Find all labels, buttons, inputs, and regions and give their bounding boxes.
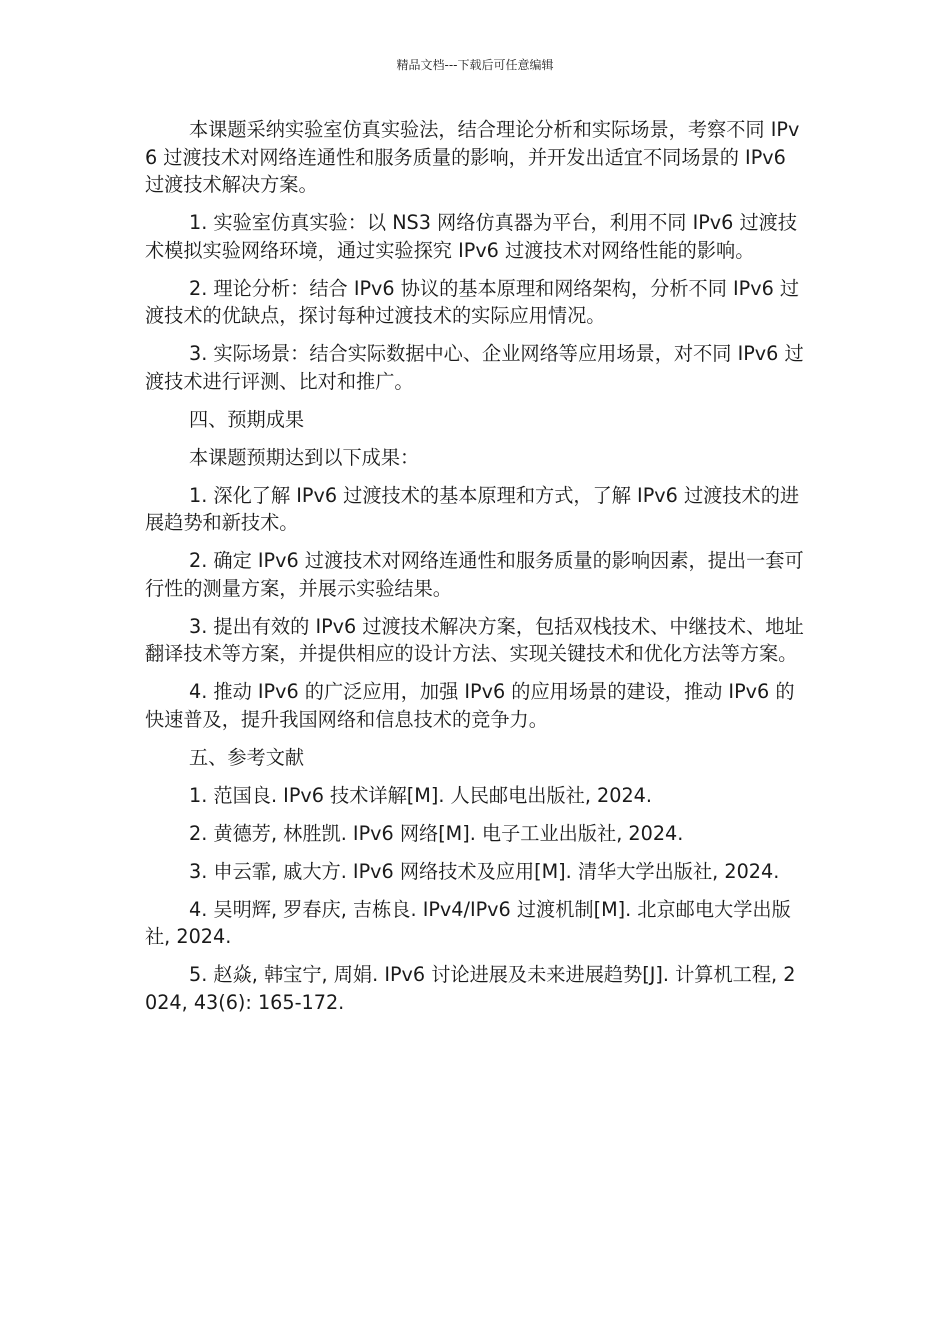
paragraph-results-intro: 本课题预期达到以下成果： bbox=[189, 445, 420, 469]
section-heading-references: 五、参考文献 bbox=[189, 745, 305, 769]
paragraph-method-3: 3. 实际场景：结合实际数据中心、企业网络等应用场景，对不同 IPv6 过渡技术进行评测、比对和推广。 bbox=[145, 342, 804, 393]
paragraph-method-intro: 本课题采纳实验室仿真实验法，结合理论分析和实际场景，考察不同 IPv6 过渡技术对网络连通性和服务质量的影响，并开发出适宜不同场景的 IPv6 过渡技术解决方案。 bbox=[145, 118, 800, 196]
document-body bbox=[145, 116, 805, 1027]
reference-2: 2. 黄德芳, 林胜凯. IPv6 网络[M]. 电子工业出版社, 2024. bbox=[189, 821, 684, 845]
reference-4: 4. 吴明辉, 罗春庆, 吉栋良. IPv4/IPv6 过渡机制[M]. 北京邮电大学出版社, 2024. bbox=[145, 897, 791, 948]
reference-1: 1. 范国良. IPv6 技术详解[M]. 人民邮电出版社, 2024. bbox=[189, 783, 652, 807]
paragraph-result-3: 3. 提出有效的 IPv6 过渡技术解决方案，包括双栈技术、中继技术、地址翻译技术等方案，并提供相应的设计方法、实现关键技术和优化方法等方案。 bbox=[145, 614, 804, 665]
paragraph-method-1: 1. 实验室仿真实验：以 NS3 网络仿真器为平台，利用不同 IPv6 过渡技术模拟实验网络环境，通过实验探究 IPv6 过渡技术对网络性能的影响。 bbox=[145, 211, 798, 262]
page-header: 精品文档---下载后可任意编辑 bbox=[396, 58, 554, 72]
paragraph-result-2: 2. 确定 IPv6 过渡技术对网络连通性和服务质量的影响因素，提出一套可行性的测量方案，并展示实验结果。 bbox=[145, 549, 804, 600]
paragraph-method-2: 2. 理论分析：结合 IPv6 协议的基本原理和网络架构，分析不同 IPv6 过渡技术的优缺点，探讨每种过渡技术的实际应用情况。 bbox=[145, 276, 800, 327]
reference-5: 5. 赵焱, 韩宝宁, 周娟. IPv6 讨论进展及未来进展趋势[J]. 计算机工程, 2024, 43(6): 165-172. bbox=[145, 963, 796, 1014]
section-heading-expected-results: 四、预期成果 bbox=[189, 407, 305, 431]
reference-3: 3. 申云霏, 戚大方. IPv6 网络技术及应用[M]. 清华大学出版社, 2024. bbox=[189, 859, 780, 883]
paragraph-result-1: 1. 深化了解 IPv6 过渡技术的基本原理和方式，了解 IPv6 过渡技术的进展趋势和新技术。 bbox=[145, 483, 800, 534]
paragraph-result-4: 4. 推动 IPv6 的广泛应用，加强 IPv6 的应用场景的建设，推动 IPv6 的快速普及，提升我国网络和信息技术的竞争力。 bbox=[145, 680, 795, 731]
